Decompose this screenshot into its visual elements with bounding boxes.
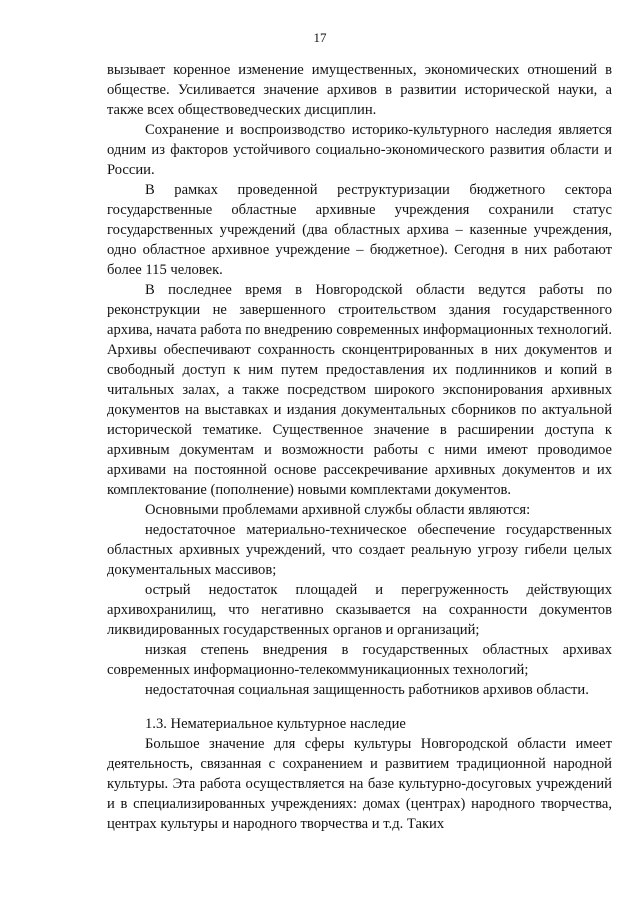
- paragraph: В рамках проведенной реструктуризации бюджетного сектора государственные областные архивные учреждения сохранили статус государственных учреждений (два областных архива – казенные учреждения, одно областное архивное учреждение – бюджетное). Сегодня в них работают более 115 человек.: [107, 182, 612, 278]
- section-heading: 1.3. Нематериальное культурное наследие: [145, 716, 406, 732]
- paragraph: вызывает коренное изменение имущественных, экономических отношений в обществе. Усиливается значение архивов в развитии исторической науки, а также всех обществоведческих дисциплин.: [107, 62, 612, 118]
- paragraph: Сохранение и воспроизводство историко-культурного наследия является одним из факторов устойчивого социально-экономического развития области и России.: [107, 122, 612, 178]
- page-number: 17: [313, 30, 327, 45]
- list-item: низкая степень внедрения в государственных областных архивах современных информационно-телекоммуникационных технологий;: [107, 642, 612, 678]
- list-item: недостаточная социальная защищенность работников архивов области.: [145, 682, 589, 698]
- document-body: [107, 60, 612, 834]
- list-item: острый недостаток площадей и перегруженность действующих архивохранилищ, что негативно сказывается на сохранности документов ликвидированных государственных органов и организаций;: [107, 582, 612, 638]
- paragraph: В последнее время в Новгородской области ведутся работы по реконструкции не завершенного строительством здания государственного архива, начата работа по внедрению современных информационных технологий. Архивы обеспечивают сохранность сконцентрированных в них документов и свободный доступ к ним путем предоставления их подлинников и копий в читальных залах, а также посредством широкого экспонирования архивных документов на выставках и издания документальных сборников по актуальной исторической тематике. Существенное значение в расширении доступа к архивным документам и возможности работы с ними имеют проводимое архивами на постоянной основе рассекречивание архивных документов и их комплектование (пополнение) новыми комплектами документов.: [107, 282, 612, 498]
- paragraph: Основными проблемами архивной службы области являются:: [145, 502, 531, 518]
- paragraph: Большое значение для сферы культуры Новгородской области имеет деятельность, связанная с сохранением и развитием традиционной народной культуры. Эта работа осуществляется на базе культурно-досуговых учреждений и в специализированных учреждениях: домах (центрах) народного творчества, центрах культуры и народного творчества и т.д. Таких: [107, 736, 612, 832]
- list-item: недостаточное материально-техническое обеспечение государственных областных архивных учреждений, что создает реальную угрозу гибели целых документальных массивов;: [107, 522, 612, 578]
